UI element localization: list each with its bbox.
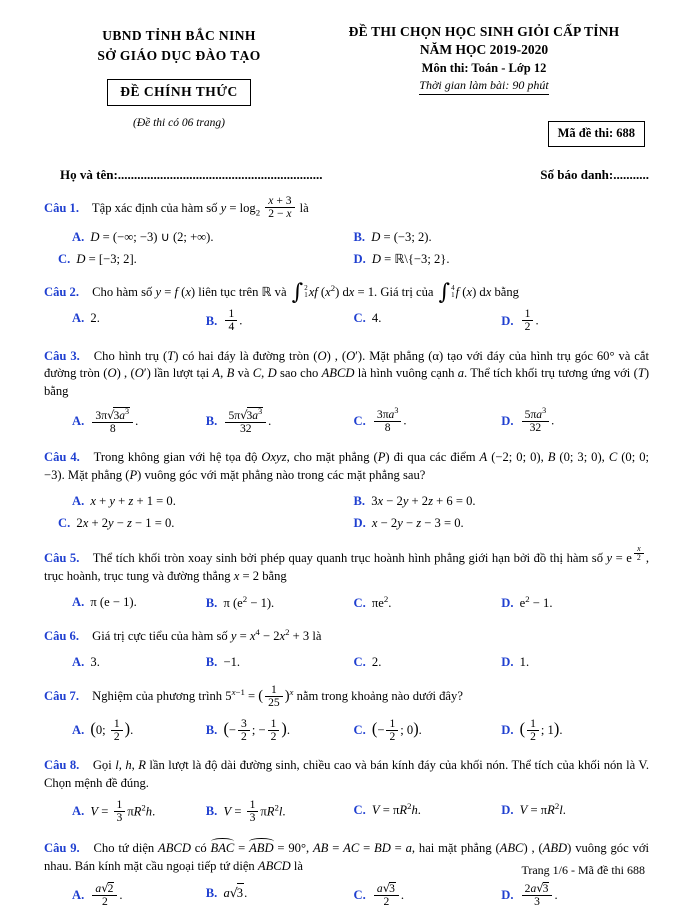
- question-6-text: Giá trị cực tiểu của hàm số $y = x^4 - 2x^2 + 3$ là: [92, 626, 322, 643]
- option-8-C[interactable]: C. $V = \pi R^2h$.: [353, 800, 421, 817]
- candidate-info-line: [44, 167, 649, 183]
- option-5-C[interactable]: C. $\pi e^2$.: [353, 593, 392, 610]
- question-4-options: [44, 489, 649, 533]
- option-4-A[interactable]: A. x + y + z + 1 = 0.: [72, 494, 176, 509]
- option-7-C[interactable]: C. (− $\frac{1}{2}$ ; 0).: [353, 716, 422, 743]
- exam-code-container: [319, 95, 649, 147]
- option-6-D[interactable]: D. 1.: [501, 654, 530, 669]
- question-7-label: Câu 7.: [44, 689, 79, 704]
- option-7-A[interactable]: A. (0; $\frac{1}{2}$ ).: [72, 716, 134, 743]
- header-right-block: [319, 22, 649, 147]
- question-5-options: [44, 590, 649, 613]
- option-6-A[interactable]: A. 3.: [72, 654, 100, 669]
- question-9-options: [44, 880, 649, 909]
- question-1-options: [44, 225, 649, 269]
- question-8-options: [44, 797, 649, 825]
- exam-code-badge: Mã đề thi: 688: [548, 121, 645, 147]
- option-4-C[interactable]: C. 2x + 2y − z − 1 = 0.: [58, 516, 175, 530]
- option-5-A[interactable]: A. π (e − 1).: [72, 594, 137, 609]
- question-2-text: Cho hàm số y = f (x) liên tục trên ℝ và ∫ 2 1 xf $(x^2)$ dx = 1. Giá trị của ∫ 4 1 f (x) dx bằng: [92, 279, 519, 305]
- option-3-C[interactable]: C. $\frac{3\pi a^3}{8}$ .: [353, 406, 407, 435]
- option-2-D[interactable]: D. $\frac{1}{2}$ .: [501, 307, 539, 334]
- question-3-text: Cho hình trụ (T) có hai đáy là đường tròn (O) , (O′). Mặt phẳng (α) tạo với đáy của hình trụ góc 60° và cắt đường tròn (O) , (O′) lần lượt tại A, B và C, D sao cho ABCD là hình vuông cạnh a. Thể tích khối trụ tương ứng với (T) bằng: [44, 348, 650, 399]
- name-label: Họ và tên:: [60, 167, 118, 182]
- question-1: [44, 196, 649, 269]
- question-8: [44, 757, 649, 825]
- page-count-note: (Đề thi có 06 trang): [133, 117, 225, 130]
- candidate-number-label: Số báo danh:: [540, 167, 614, 182]
- exam-school-year: NĂM HỌC 2019-2020: [419, 42, 549, 57]
- option-9-D[interactable]: D. $\frac{2a√3}{3}$ .: [501, 880, 558, 908]
- question-1-text: Tập xác định của hàm số $y = \log_2$ $\frac{x + 3}{2 - x}$ là: [91, 194, 309, 221]
- option-6-B[interactable]: B. −1.: [205, 654, 241, 669]
- question-4-label: Câu 4.: [44, 450, 80, 465]
- option-9-C[interactable]: C. $\frac{a√3}{2}$ .: [353, 880, 405, 908]
- option-3-D[interactable]: D. $\frac{5\pi a^3}{32}$ .: [501, 406, 555, 435]
- question-9-text: Cho tứ diện ABCD có BAC = ABD = 90°, AB = AC = BD = a, hai mặt phẳng (ABC) , (ABD) vuông góc với nhau. Bán kính mặt cầu ngoại tiếp tứ diện ABCD là: [44, 841, 649, 873]
- exam-subject: Môn thi: Toán - Lớp 12: [421, 61, 547, 75]
- option-8-D[interactable]: D. $V = \pi R^2l$.: [501, 800, 566, 817]
- document-header: [44, 22, 649, 147]
- question-2-label: Câu 2.: [44, 285, 79, 300]
- name-field-dots[interactable]: ...............................................................: [117, 167, 323, 182]
- question-2: [44, 279, 649, 334]
- option-4-D[interactable]: D. x − 2y − z − 3 = 0.: [353, 516, 464, 530]
- option-2-C[interactable]: C. 4.: [353, 311, 382, 326]
- question-6-label: Câu 6.: [44, 628, 79, 643]
- official-exam-badge: ĐỀ CHÍNH THỨC: [107, 79, 251, 106]
- option-2-B[interactable]: B. $\frac{1}{4}$ .: [205, 307, 243, 334]
- question-1-label: Câu 1.: [44, 200, 79, 215]
- header-left-block: [44, 22, 314, 129]
- exam-title: ĐỀ THI CHỌN HỌC SINH GIỎI CẤP TỈNH: [348, 24, 620, 39]
- page-footer: Trang 1/6 - Mã đề thi 688: [521, 863, 645, 877]
- option-1-C[interactable]: C. D = [−3; 2].: [58, 252, 137, 267]
- question-3-options: [44, 405, 649, 436]
- option-9-B[interactable]: B. a√3.: [206, 883, 354, 909]
- option-5-D[interactable]: D. $e^2 - 1$.: [501, 593, 553, 610]
- option-6-C[interactable]: C. 2.: [353, 654, 382, 669]
- option-3-A[interactable]: A. $\frac{3\pi√3a^3}{8}$ .: [72, 407, 139, 436]
- option-1-D[interactable]: D. D = ℝ\{−3; 2}.: [353, 252, 450, 267]
- option-2-A[interactable]: A. 2.: [72, 311, 100, 326]
- question-4: [44, 449, 649, 533]
- question-9-label: Câu 9.: [44, 840, 80, 855]
- option-9-A[interactable]: A. $\frac{a√2}{2}$ .: [72, 880, 123, 908]
- option-8-B[interactable]: B. V = $\frac{1}{3}$ $\pi R^2l$.: [205, 797, 286, 824]
- question-7-text: Nghiệm của phương trình $5^{x-1}$ = ( $\frac{1}{25}$ )$^x$ nằm trong khoảng nào dưới đây?: [92, 682, 463, 709]
- question-5-text: Thể tích khối tròn xoay sinh bởi phép quay quanh trục hoành hình phẳng giới hạn bởi đồ thị hàm số y = e $^{\frac{x}{2}}$ , trục hoành, trục tung và đường thẳng x = 2 bằng: [44, 543, 650, 583]
- option-7-B[interactable]: B. (− $\frac{3}{2}$ ; − $\frac{1}{2}$ ).: [205, 716, 290, 743]
- option-1-B[interactable]: B. D = (−3; 2).: [353, 230, 432, 245]
- option-3-B[interactable]: B. $\frac{5\pi√3a^3}{32}$ .: [205, 407, 272, 436]
- option-8-A[interactable]: A. V = $\frac{1}{3}$ $\pi R^2h$.: [72, 797, 156, 824]
- candidate-number-dots[interactable]: ...........: [613, 167, 649, 182]
- question-2-options: [44, 306, 649, 334]
- exam-duration: Thời gian làm bài: 90 phút: [419, 78, 548, 95]
- question-8-text: Gọi l, h, R lần lượt là độ dài đường sinh, chiều cao và bán kính đáy của khối nón. Thể tích của khối nón là V. Chọn mệnh đề đúng.: [44, 757, 650, 790]
- question-5: [44, 543, 650, 613]
- option-4-B[interactable]: B. 3x − 2y + 2z + 6 = 0.: [353, 494, 476, 509]
- issuing-authority-line1: UBND TỈNH BẮC NINH: [102, 28, 256, 43]
- question-6-options: [44, 650, 649, 672]
- option-1-A[interactable]: A. D = (−∞; −3) ∪ (2; +∞).: [72, 230, 214, 245]
- question-3: [44, 348, 649, 437]
- question-8-label: Câu 8.: [44, 757, 80, 772]
- question-5-label: Câu 5.: [44, 550, 80, 565]
- question-7: [44, 682, 649, 744]
- option-5-B[interactable]: B. π $(e^2 - 1)$.: [205, 593, 275, 610]
- question-4-text: Trong không gian với hệ tọa độ Oxyz, cho mặt phẳng (P) đi qua các điểm A (−2; 0; 0), B (0; 3; 0), C (0; 0; −3). Mặt phẳng (P) vuông góc với mặt phẳng nào trong các mặt phẳng sau?: [44, 450, 649, 483]
- issuing-authority-line2: SỞ GIÁO DỤC ĐÀO TẠO: [97, 47, 261, 63]
- question-6: [44, 626, 649, 672]
- question-7-options: [44, 714, 649, 744]
- question-3-label: Câu 3.: [44, 348, 80, 363]
- option-7-D[interactable]: D. ( $\frac{1}{2}$ ; 1).: [501, 716, 563, 743]
